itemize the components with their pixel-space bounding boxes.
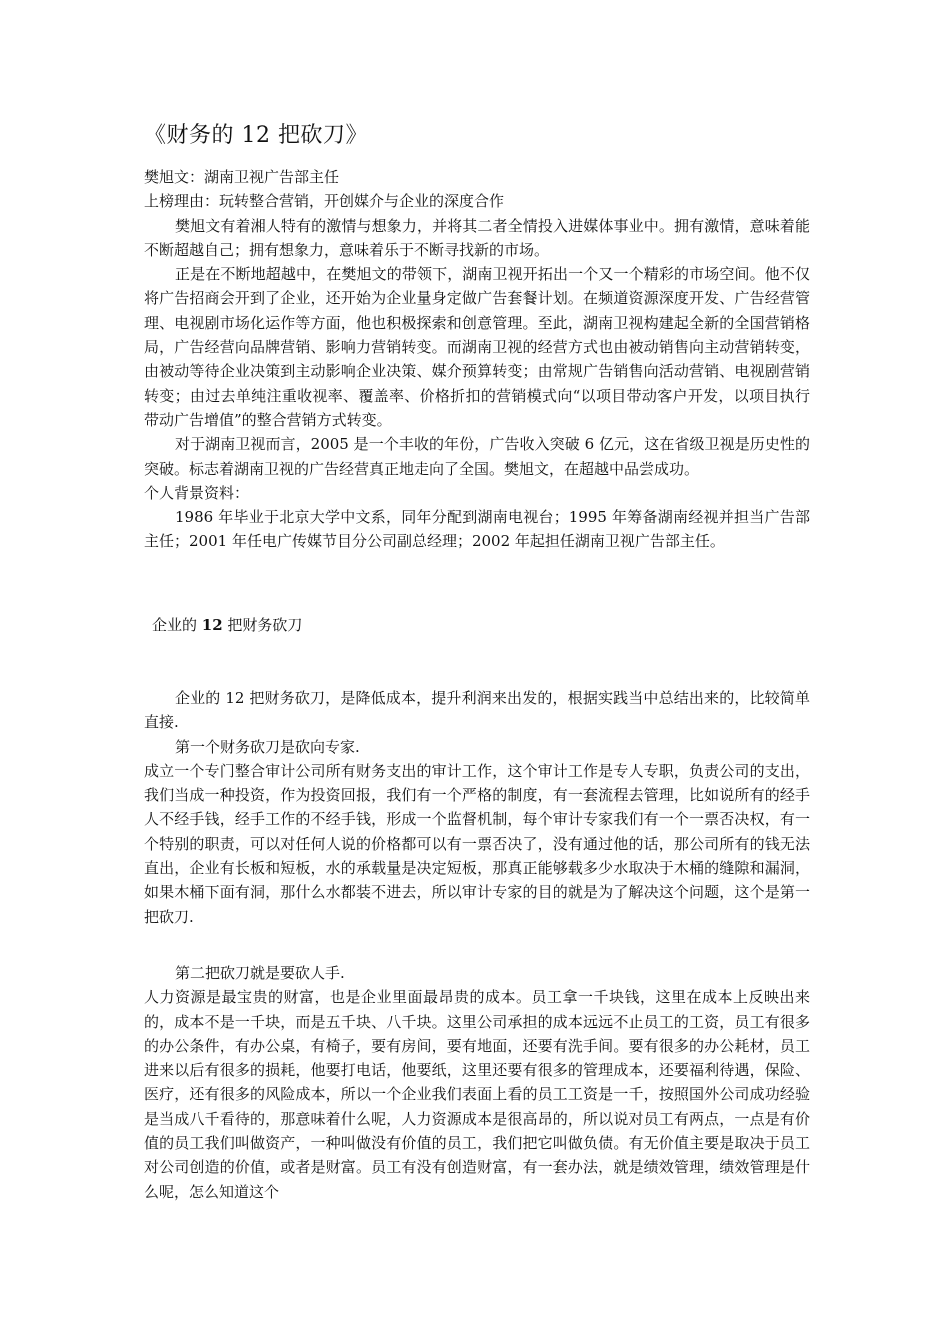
knife2-text: 人力资源是最宝贵的财富，也是企业里面最昂贵的成本。员工拿一千块钱，这里在成本上反映出来的，成本不是一千块，而是五千块、八千块。这里公司承担的成本远远不止员工的工资，员工有很多的办公条件，有办公桌，有椅子，要有房间，要有地面，还要有洗手间。要有很多的办公耗材，员工进来以后有很多的损耗，他要打电话，他要纸，这里还要有很多的管理成本，还要福利待遇，保险、医疗，还有很多的风险成本，所以一个企业我们表面上看的员工工资是一千，按照国外公司成功经验是当成八千看待的，那意味着什么呢，人力资源成本是很高昂的，所以说对员工有两点，一点是有价值的员工我们叫做资产，一种叫做没有价值的员工，我们把它叫做负债。有无价值主要是取决于员工对公司创造的价值，或者是财富。员工有没有创造财富，有一套办法，就是绩效管理，绩效管理是什么呢，怎么知道这个 bbox=[144, 988, 810, 1201]
knife2-heading: 第二把砍刀就是要砍人手. bbox=[175, 964, 345, 982]
intro-paragraph-2: 正是在不断地超越中，在樊旭文的带领下，湖南卫视开拓出一个又一个精彩的市场空间。他不仅将广告招商会开到了企业，还开始为企业量身定做广告套餐计划。在频道资源深度开发、广告经营管理、电视剧市场化运作等方面，他也积极探索和创意管理。至此，湖南卫视构建起全新的全国营销格局，广告经营向品牌营销、影响力营销转变。而湖南卫视的经营方式也由被动销售向主动营销转变，由被动等待企业决策到主动影响企业决策、媒介预算转变；由常规广告销售向活动营销、电视剧营销转变；由过去单纯注重收视率、覆盖率、价格折扣的营销模式向“以项目带动客户开发，以项目执行带动广告增值”的整合营销方式转变。 bbox=[144, 265, 810, 429]
knife1-text: 成立一个专门整合审计公司所有财务支出的审计工作，这个审计工作是专人专职，负责公司的支出，我们当成一种投资，作为投资回报，我们有一个严格的制度，有一套流程去管理，比如说所有的经手人不经手钱，经手工作的不经手钱，形成一个监督机制，每个审计专家我们有一个一票否决权，有一个特别的职责，可以对任何人说的价格都可以有一票否决了，没有通过他的话，那公司所有的钱无法直出，企业有长板和短板，水的承载量是决定短板，那真正能够载多少水取决于木桶的缝隙和漏洞，如果木桶下面有洞，那什么水都装不进去，所以审计专家的目的就是为了解决这个问题，这个是第一把砍刀. bbox=[144, 761, 810, 926]
body-section-2 bbox=[144, 961, 810, 1204]
section-title-suffix: 把财务砍刀 bbox=[222, 616, 303, 634]
intro-paragraph-1: 樊旭文有着湘人特有的激情与想象力，并将其二者全情投入进媒体事业中。拥有激情，意味着能不断超越自己；拥有想象力，意味着乐于不断寻找新的市场。 bbox=[144, 216, 810, 259]
document-title: 《财务的 12 把砍刀》 bbox=[144, 123, 368, 148]
author-line: 樊旭文：湖南卫视广告部主任 bbox=[144, 168, 340, 186]
body-intro: 企业的 12 把财务砍刀，是降低成本，提升利润来出发的，根据实践当中总结出来的，比较简单直接. bbox=[144, 689, 810, 732]
knife1-heading: 第一个财务砍刀是砍向专家. bbox=[175, 737, 360, 756]
intro-section bbox=[144, 165, 810, 554]
background-text: 1986 年毕业于北京大学中文系，同年分配到湖南电视台；1995 年筹备湖南经视并担当广告部主任；2001 年任电广传媒节目分公司副总经理；2002 年起担任湖南卫视广告部主任。 bbox=[144, 508, 810, 551]
section-title-number: 12 bbox=[201, 616, 223, 634]
intro-paragraph-3: 对于湖南卫视而言，2005 是一个丰收的年份，广告收入突破 6 亿元，这在省级卫视是历史性的突破。标志着湖南卫视的广告经营真正地走向了全国。樊旭文，在超越中品尝成功。 bbox=[144, 435, 810, 478]
background-label: 个人背景资料： bbox=[144, 483, 250, 502]
body-section-1 bbox=[144, 686, 810, 929]
reason-line: 上榜理由：玩转整合营销，开创媒介与企业的深度合作 bbox=[144, 192, 505, 211]
section-title bbox=[152, 614, 302, 635]
section-title-prefix: 企业的 bbox=[152, 616, 202, 634]
